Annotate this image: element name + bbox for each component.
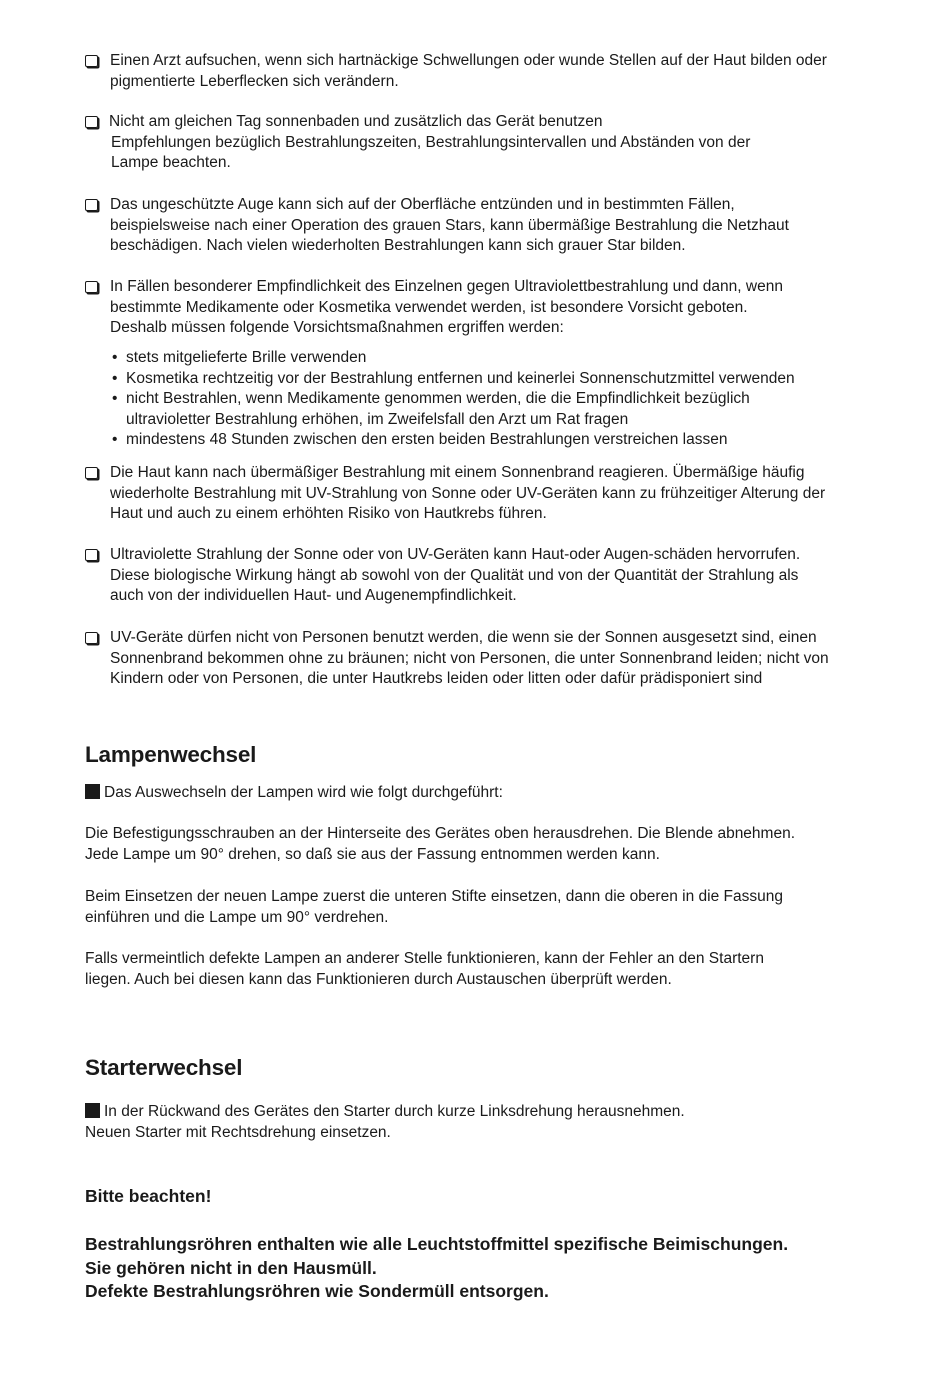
list-item-text: mindestens 48 Stunden zwischen den ersten beiden Bestrahlungen verstreichen lassen (126, 431, 728, 449)
list-item (112, 348, 872, 369)
paragraph-line: Falls vermeintlich defekte Lampen an anderer Stelle funktionieren, kann der Fehler an den Startern (85, 950, 764, 967)
bullet-icon: • (112, 390, 118, 408)
warning-item (85, 545, 867, 607)
list-item-text: Kosmetika rechtzeitig vor der Bestrahlung entfernen und keinerlei Sonnenschutzmittel verwenden (126, 369, 795, 387)
paragraph-line (85, 1101, 867, 1122)
checkbox-icon (85, 549, 98, 561)
black-square-icon (85, 1103, 100, 1118)
warning-line: Das ungeschützte Auge kann sich auf der Oberfläche entzünden und in bestimmten Fällen, (110, 196, 735, 213)
warning-line: UV-Geräte dürfen nicht von Personen benutzt werden, die wenn sie der Sonnen ausgesetzt sind, einen (110, 629, 817, 646)
paragraph-line: Neuen Starter mit Rechtsdrehung einsetzen. (85, 1124, 391, 1141)
precautions-list (112, 348, 872, 451)
warning-item (85, 51, 867, 92)
warning-line: Sonnenbrand bekommen ohne zu bräunen; nicht von Personen, die unter Sonnenbrand leiden; nicht von (110, 649, 829, 667)
section-heading-starterwechsel: Starterwechsel (85, 1055, 243, 1080)
warning-line: beispielsweise nach einer Operation des grauen Stars, kann übermäßige Bestrahlung die Netzhaut (110, 216, 789, 234)
checkbox-icon (85, 55, 98, 67)
warning-line: Empfehlungen bezüglich Bestrahlungszeiten, Bestrahlungsintervallen und Abständen von der (111, 133, 751, 151)
notice-line: Bestrahlungsröhren enthalten wie alle Leuchtstoffmittel spezifische Beimischungen. (85, 1234, 789, 1254)
list-item (112, 389, 872, 430)
lampenwechsel-intro (85, 782, 867, 803)
bullet-icon: • (112, 431, 118, 449)
paragraph-line: Die Befestigungsschrauben an der Hinterseite des Gerätes oben herausdrehen. Die Blende abnehmen. (85, 825, 796, 842)
bullet-icon: • (112, 369, 118, 387)
warning-line: Nicht am gleichen Tag sonnenbaden und zusätzlich das Gerät benutzen (109, 113, 603, 130)
warning-line: Lampe beachten. (111, 154, 231, 172)
checkbox-icon (85, 467, 98, 479)
notice-line: Defekte Bestrahlungsröhren wie Sondermüll entsorgen. (85, 1281, 549, 1301)
list-item (112, 430, 872, 451)
warning-line: auch von der individuellen Haut- und Augenempfindlichkeit. (110, 587, 517, 605)
warning-item (85, 195, 867, 257)
paragraph-line: einführen und die Lampe um 90° verdrehen. (85, 909, 389, 926)
warning-item (85, 112, 867, 174)
bullet-icon: • (112, 349, 118, 366)
paragraph (85, 948, 867, 990)
warning-line: In Fällen besonderer Empfindlichkeit des Einzelnen gegen Ultraviolettbestrahlung und dann, wenn (110, 278, 783, 295)
warning-line: bestimmte Medikamente oder Kosmetika verwendet werden, ist besondere Vorsicht geboten. (110, 298, 748, 316)
warning-line: beschädigen. Nach vielen wiederholten Bestrahlungen kann sich grauer Star bilden. (110, 237, 686, 255)
paragraph-line: Jede Lampe um 90° drehen, so daß sie aus der Fassung entnommen werden kann. (85, 846, 660, 863)
warning-line: Deshalb müssen folgende Vorsichtsmaßnahmen ergriffen werden: (110, 319, 564, 337)
paragraph (85, 823, 867, 865)
paragraph (85, 1101, 867, 1143)
intro-text: Das Auswechseln der Lampen wird wie folgt durchgeführt: (104, 784, 503, 801)
notice-title: Bitte beachten! (85, 1186, 212, 1206)
warning-line: Haut und auch zu einem erhöhten Risiko von Hautkrebs führen. (110, 505, 547, 523)
warning-item (85, 277, 867, 339)
checkbox-icon (85, 199, 98, 211)
warning-item (85, 628, 867, 690)
warning-line: Die Haut kann nach übermäßiger Bestrahlung mit einem Sonnenbrand reagieren. Übermäßige häufig (110, 464, 805, 481)
warning-line: Diese biologische Wirkung hängt ab sowohl von der Qualität und von der Quantität der Strahlung als (110, 566, 799, 584)
checkbox-icon (85, 632, 98, 644)
section-heading-lampenwechsel: Lampenwechsel (85, 742, 257, 767)
warning-line: wiederholte Bestrahlung mit UV-Strahlung von Sonne oder UV-Geräten kann zu frühzeitiger Alterung der (110, 484, 826, 502)
starter-line-text: In der Rückwand des Gerätes den Starter durch kurze Linksdrehung herausnehmen. (104, 1103, 685, 1120)
warning-item (85, 463, 867, 525)
warning-line: Ultraviolette Strahlung der Sonne oder von UV-Geräten kann Haut-oder Augen-schäden hervorrufen. (110, 546, 801, 563)
warning-line: Kindern oder von Personen, die unter Hautkrebs leiden oder litten oder dafür prädisponiert sind (110, 670, 763, 688)
list-item (112, 369, 872, 390)
warning-line: Einen Arzt aufsuchen, wenn sich hartnäckige Schwellungen oder wunde Stellen auf der Haut bilden oder (110, 52, 827, 69)
checkbox-icon (85, 116, 98, 128)
paragraph (85, 886, 867, 928)
paragraph-line: Beim Einsetzen der neuen Lampe zuerst die unteren Stifte einsetzen, dann die oberen in die Fassung (85, 888, 783, 905)
list-item-text: stets mitgelieferte Brille verwenden (126, 349, 367, 366)
notice-line: Sie gehören nicht in den Hausmüll. (85, 1258, 377, 1278)
checkbox-icon (85, 281, 98, 293)
paragraph-line: liegen. Auch bei diesen kann das Funktionieren durch Austauschen überprüft werden. (85, 971, 672, 988)
list-item-text: nicht Bestrahlen, wenn Medikamente genommen werden, die die Empfindlichkeit bezüglich ultravioletter Bestrahlung erhöhen, im Zweifelsfall den Arzt um Rat fragen (126, 390, 750, 428)
black-square-icon (85, 784, 100, 799)
warning-line: pigmentierte Leberflecken sich verändern. (110, 72, 399, 90)
